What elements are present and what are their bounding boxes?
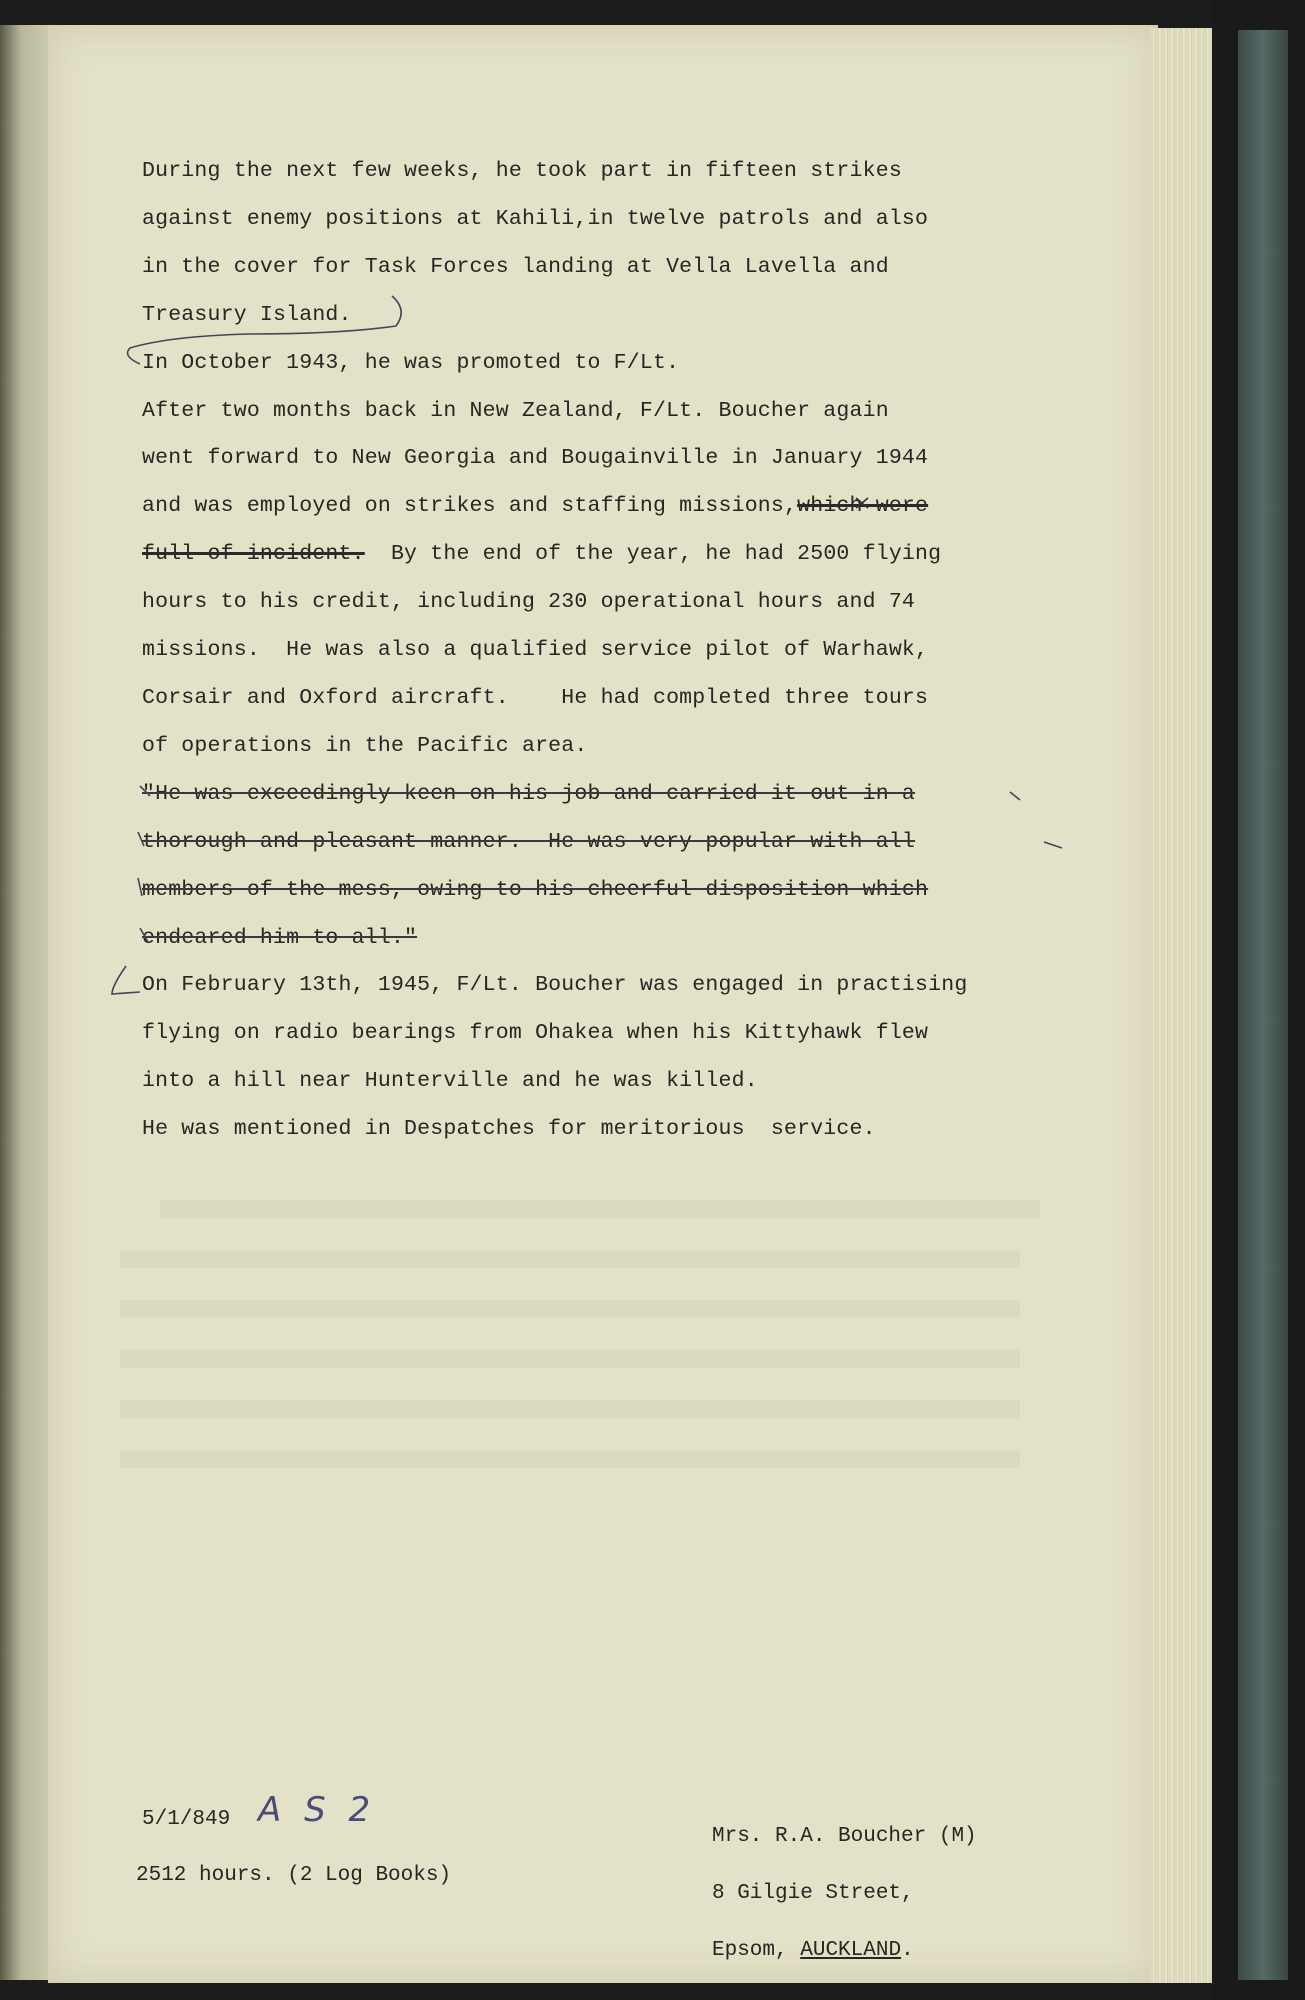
file-reference: 5/1/849 xyxy=(142,1808,231,1831)
struck-quote-line: "He was exceedingly keen on his job and carried it out in a xyxy=(142,781,916,806)
struck-text: full of incident. xyxy=(142,542,365,567)
show-through-shade xyxy=(120,1450,1020,1468)
address-street: 8 Gilgie Street, xyxy=(712,1882,914,1905)
text-line: flying on radio bearings from Ohakea when his Kittyhawk flew xyxy=(142,1021,929,1046)
show-through-shade xyxy=(160,1200,1040,1218)
struck-quote-line: thorough and pleasant manner. He was very popular with all xyxy=(142,829,916,854)
address-city-suffix: . xyxy=(901,1939,914,1962)
text-line: hours to his credit, including 230 operational hours and 74 xyxy=(142,590,916,615)
text-line xyxy=(142,483,1062,531)
show-through-shade xyxy=(120,1250,1020,1268)
text-line: After two months back in New Zealand, F/Lt. Boucher again xyxy=(142,398,889,423)
text-line: In October 1943, he was promoted to F/Lt. xyxy=(142,350,680,375)
show-through-shade xyxy=(120,1350,1020,1368)
address-block xyxy=(712,1808,977,1979)
text-line: went forward to New Georgia and Bougainville in January 1944 xyxy=(142,446,929,471)
show-through-shade xyxy=(120,1300,1020,1318)
addressee: Mrs. R.A. Boucher (M) xyxy=(712,1825,977,1848)
text-line: in the cover for Task Forces landing at Vella Lavella and xyxy=(142,254,889,279)
handwritten-note: A S 2 xyxy=(258,1790,377,1830)
show-through-shade xyxy=(120,1400,1020,1418)
address-suburb: Epsom, xyxy=(712,1939,788,1962)
struck-text: which were xyxy=(797,494,929,519)
text-line: During the next few weeks, he took part in fifteen strikes xyxy=(142,159,902,183)
address-city: AUCKLAND xyxy=(800,1939,902,1962)
text-line: Treasury Island. xyxy=(142,302,352,327)
text-line xyxy=(142,531,1062,579)
text-segment: and was employed on strikes and staffing missions, xyxy=(142,494,798,519)
typed-body xyxy=(142,148,1062,1154)
text-line: Corsair and Oxford aircraft. He had completed three tours xyxy=(142,685,929,710)
text-line: into a hill near Hunterville and he was killed. xyxy=(142,1069,758,1094)
text-line: On February 13th, 1945, F/Lt. Boucher was engaged in practising xyxy=(142,973,968,998)
page-stack-edge xyxy=(1150,28,1215,1983)
text-segment: By the end of the year, he had 2500 flying xyxy=(364,542,942,567)
left-page-edge xyxy=(0,25,52,1980)
text-line: against enemy positions at Kahili,in twelve patrols and also xyxy=(142,206,929,231)
text-line: He was mentioned in Despatches for meritorious service. xyxy=(142,1117,876,1142)
address-city-line xyxy=(712,1922,977,1979)
text-line: missions. He was also a qualified service pilot of Warhawk, xyxy=(142,638,929,663)
struck-quote-line: members of the mess, owing to his cheerful disposition which xyxy=(142,877,929,902)
struck-quote-line: endeared him to all." xyxy=(142,925,418,950)
flying-hours-note: 2512 hours. (2 Log Books) xyxy=(136,1864,452,1887)
text-line: of operations in the Pacific area. xyxy=(142,733,588,758)
book-binding xyxy=(1238,30,1288,1980)
